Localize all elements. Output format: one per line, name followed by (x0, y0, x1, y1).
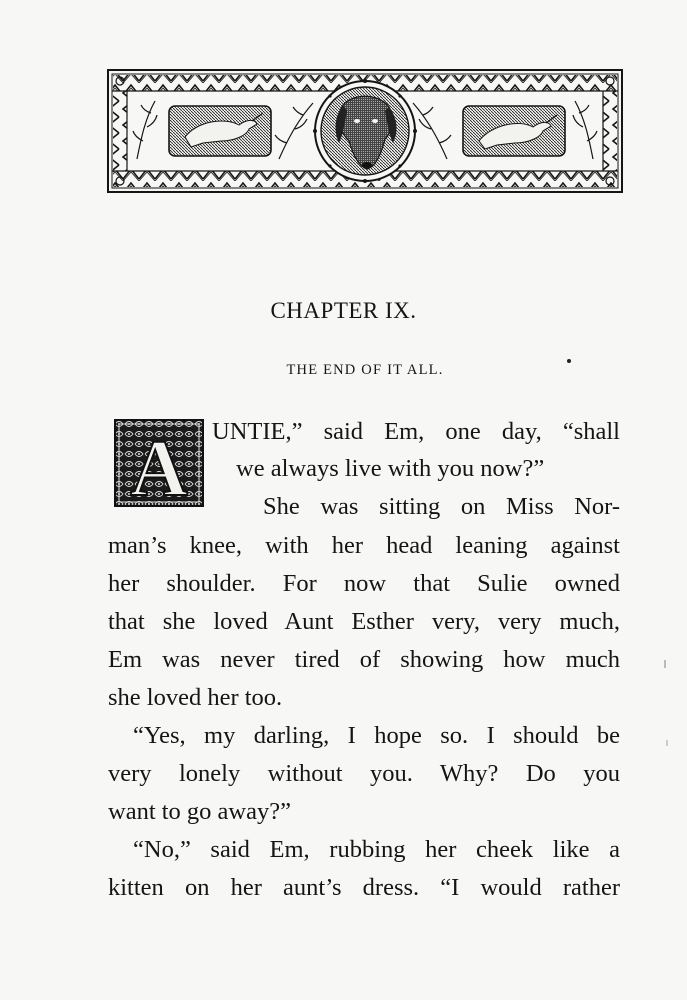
drop-cap (114, 419, 204, 507)
body-line: she loved her too. (108, 684, 283, 711)
body-line: She was sitting on Miss Nor- (263, 493, 620, 520)
drop-cap-letter: A (130, 425, 188, 507)
body-line: we always live with you now?” (236, 455, 545, 482)
body-line: Em was never tired of showing how much (108, 646, 620, 673)
chapter-subtitle: THE END OF IT ALL. (286, 362, 444, 378)
body-line: “No,” said Em, rubbing her cheek like a (133, 836, 620, 863)
body-line: want to go away?” (108, 798, 291, 825)
body-line: “Yes, my darling, I hope so. I should be (133, 722, 620, 749)
body-line: that she loved Aunt Esther very, very much, (108, 608, 620, 635)
body-line: her shoulder. For now that Sulie owned (108, 570, 620, 597)
body-line: man’s knee, with her head leaning against (108, 532, 620, 559)
ornamental-headpiece-icon (107, 69, 623, 193)
ink-speck (666, 740, 668, 746)
chapter-title: CHAPTER IX. (270, 298, 417, 323)
ink-speck (567, 359, 571, 363)
body-line: very lonely without you. Why? Do you (108, 760, 620, 787)
body-line: kitten on her aunt’s dress. “I would rather (108, 874, 620, 901)
ink-speck (664, 660, 666, 668)
body-line: UNTIE,” said Em, one day, “shall (212, 418, 620, 445)
